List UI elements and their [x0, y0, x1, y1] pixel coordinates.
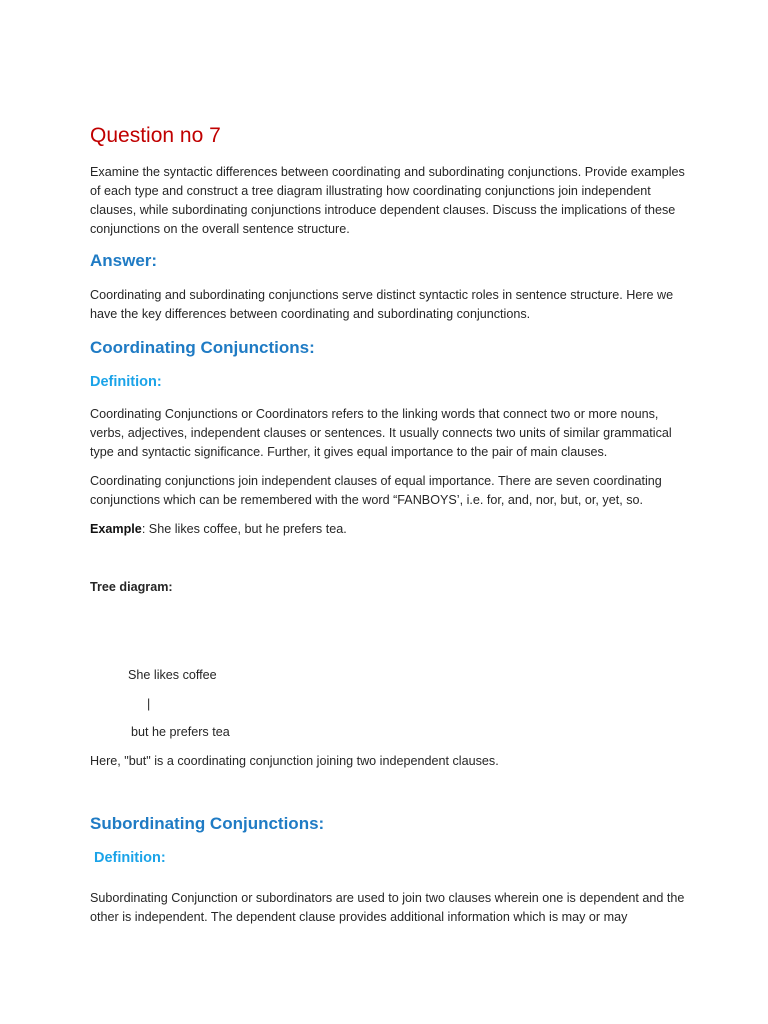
tree-top-clause: She likes coffee: [128, 668, 217, 682]
tree-bottom-clause: but he prefers tea: [131, 725, 230, 739]
example-text: : She likes coffee, but he prefers tea.: [141, 522, 347, 536]
coordinating-note: Here, "but" is a coordinating conjunction joining two independent clauses.: [90, 754, 499, 768]
answer-heading: Answer:: [90, 251, 158, 270]
answer-intro: Coordinating and subordinating conjunctions serve distinct syntactic roles in sentence structure. Here we have the key differences between coordinating and subordinating conjunctions.: [90, 288, 674, 321]
subordinating-definition-heading: Definition:: [94, 850, 166, 866]
example-label: Example: [90, 522, 142, 536]
subordinating-heading: Subordinating Conjunctions:: [90, 814, 325, 833]
coordinating-definition: Coordinating Conjunctions or Coordinators refers to the linking words that connect two or more nouns, verbs, adjectives, independent clauses or sentences. It usually connects two units of similar grammatical type and syntactic significance. Further, it gives equal importance to the pair of main clauses.: [90, 407, 672, 459]
question-title: Question no 7: [90, 124, 221, 147]
coordinating-heading: Coordinating Conjunctions:: [90, 338, 315, 357]
tree-diagram-label: Tree diagram:: [90, 580, 173, 594]
subordinating-definition: Subordinating Conjunction or subordinators are used to join two clauses wherein one is dependent and the other is independent. The dependent clause provides additional information which is may or may: [90, 891, 685, 924]
coordinating-detail: Coordinating conjunctions join independent clauses of equal importance. There are seven coordinating conjunctions which can be remembered with the word “FANBOYS’, i.e. for, and, nor, but, or, yet, so.: [90, 474, 662, 507]
tree-connector: |: [147, 697, 151, 711]
question-text: Examine the syntactic differences between coordinating and subordinating conjunctions. Provide examples of each type and construct a tree diagram illustrating how coordinating conjunctions join independent clauses, while subordinating conjunctions introduce dependent clauses. Discuss the implications of these conjunctions on the overall sentence structure.: [90, 165, 685, 236]
coordinating-definition-heading: Definition:: [90, 374, 162, 390]
coordinating-example: [90, 520, 690, 539]
